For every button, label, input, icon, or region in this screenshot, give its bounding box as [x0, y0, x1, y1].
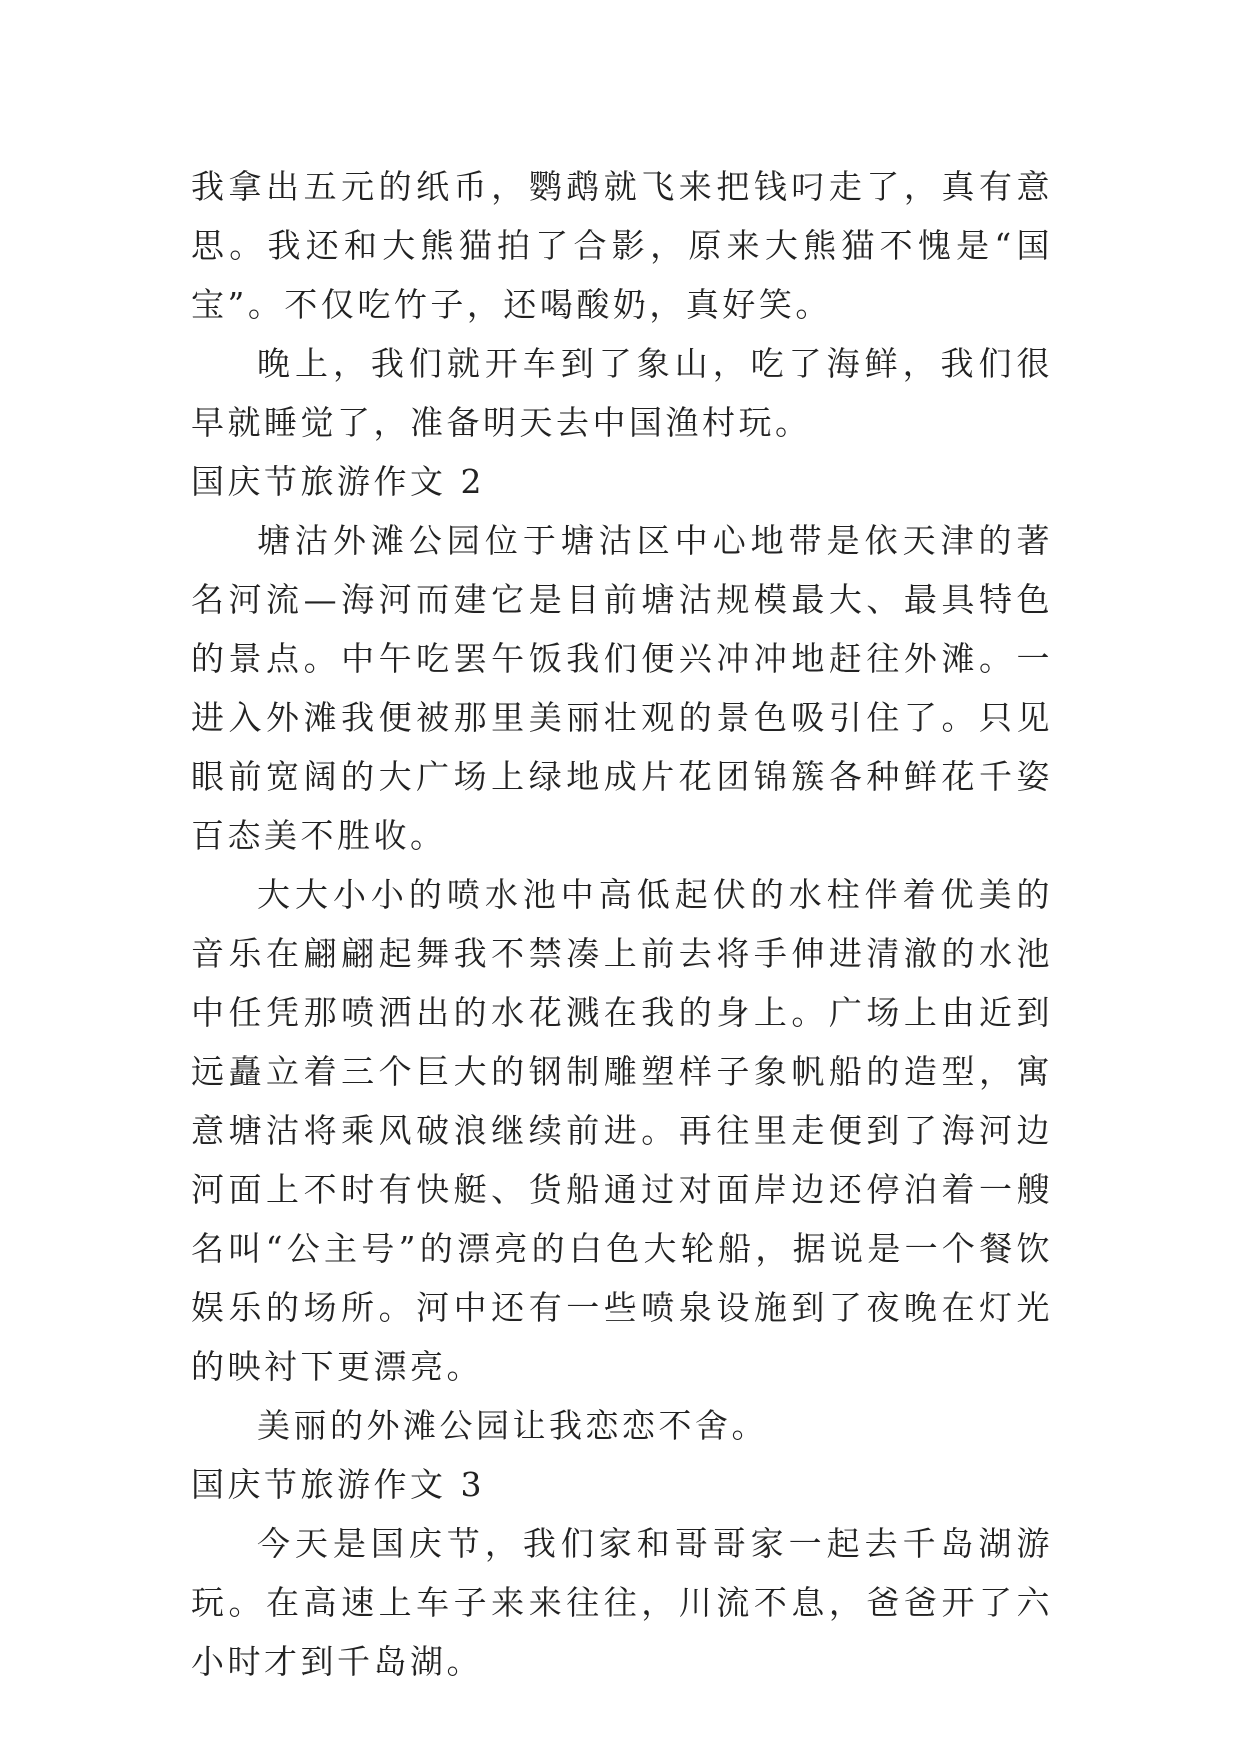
- paragraph-zoo-visit: 我拿出五元的纸币，鹦鹉就飞来把钱叼走了，真有意思。我还和大熊猫拍了合影，原来大熊猫不愧是“国宝”。不仅吃竹子，还喝酸奶，真好笑。: [191, 167, 1053, 324]
- essay-heading-2: 国庆节旅游作文 2: [191, 462, 485, 501]
- paragraph-tanggu-bund-intro: 塘沽外滩公园位于塘沽区中心地带是依天津的著名河流—海河而建它是目前塘沽规模最大、最具特色的景点。中午吃罢午饭我们便兴冲冲地赶往外滩。一进入外滩我便被那里美丽壮观的景色吸引住了。只见眼前宽阔的大广场上绿地成片花团锦簇各种鲜花千姿百态美不胜收。: [191, 521, 1053, 855]
- paragraph-bund-conclusion: 美丽的外滩公园让我恋恋不舍。: [257, 1406, 768, 1445]
- paragraph-fountain-and-river: 大大小小的喷水池中高低起伏的水柱伴着优美的音乐在翩翩起舞我不禁凑上前去将手伸进清澈的水池中任凭那喷洒出的水花溅在我的身上。广场上由近到远矗立着三个巨大的钢制雕塑样子象帆船的造型，寓意塘沽将乘风破浪继续前进。再往里走便到了海河边河面上不时有快艇、货船通过对面岸边还停泊着一艘名叫“公主号”的漂亮的白色大轮船，据说是一个餐饮娱乐的场所。河中还有一些喷泉设施到了夜晚在灯光的映衬下更漂亮。: [191, 875, 1053, 1386]
- paragraph-qiandao-lake: 今天是国庆节，我们家和哥哥家一起去千岛湖游玩。在高速上车子来来往往，川流不息，爸爸开了六小时才到千岛湖。: [191, 1524, 1053, 1681]
- document-body: [191, 157, 1053, 1691]
- essay-heading-3: 国庆节旅游作文 3: [191, 1465, 485, 1504]
- paragraph-evening-xiangshan: 晚上，我们就开车到了象山，吃了海鲜，我们很早就睡觉了，准备明天去中国渔村玩。: [191, 344, 1053, 442]
